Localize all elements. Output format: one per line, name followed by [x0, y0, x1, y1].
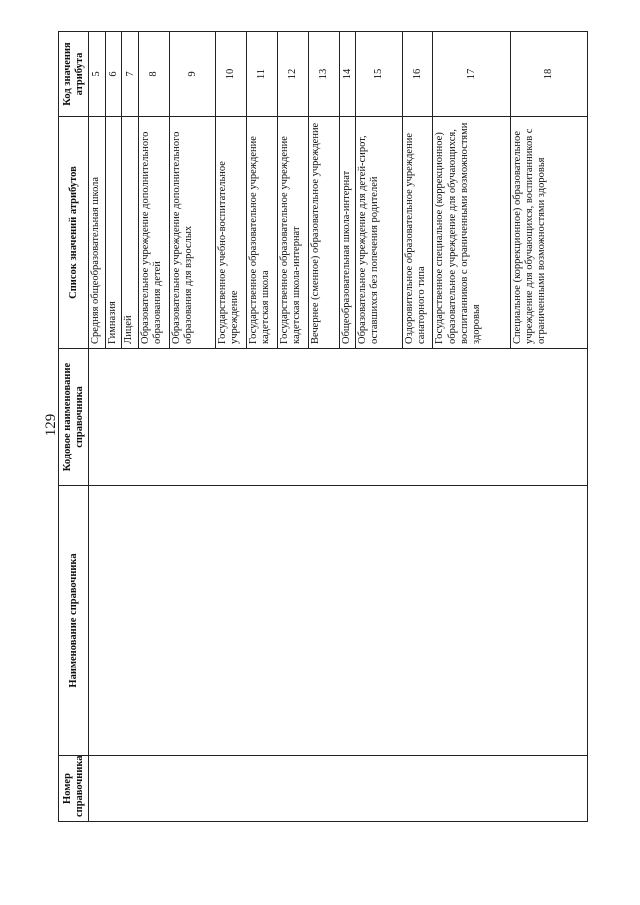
attribute-code-cell: 17: [433, 32, 510, 117]
attribute-code-cell: 18: [510, 32, 587, 117]
attribute-code-cell: 11: [246, 32, 277, 117]
attribute-value-cell: Образовательное учреждение для детей-сирот, оставшихся без попечения родителей: [356, 117, 402, 349]
attribute-value-cell: Общеобразовательная школа-интернат: [339, 117, 356, 349]
attribute-value-cell: Государственное учебно-воспитательное учреждение: [216, 117, 247, 349]
header-number: Номер справочника: [59, 756, 89, 822]
attribute-value-cell: Специальное (коррекционное) образовательное учреждение для обучающихся, воспитанников с ограниченными возможностями здоровья: [510, 117, 587, 349]
attribute-code-cell: 10: [216, 32, 247, 117]
attribute-code-cell: 16: [402, 32, 433, 117]
attribute-code-cell: 14: [339, 32, 356, 117]
attribute-value-cell: Средняя общеобразовательная школа: [89, 117, 106, 349]
attribute-value-cell: Оздоровительное образовательное учреждение санаторного типа: [402, 117, 433, 349]
attribute-value-cell: Вечернее (сменное) образовательное учреждение: [308, 117, 339, 349]
name-cell: [89, 486, 588, 756]
attribute-value-cell: Образовательное учреждение дополнительного образования для взрослых: [169, 117, 215, 349]
attribute-value-cell: Лицей: [122, 117, 139, 349]
reference-table: [58, 31, 588, 822]
attribute-code-cell: 5: [89, 32, 106, 117]
table-row: [89, 32, 106, 822]
attribute-code-cell: 7: [122, 32, 139, 117]
attribute-value-cell: Образовательное учреждение дополнительного образования детей: [138, 117, 169, 349]
table-header-row: [59, 32, 89, 822]
attribute-value-cell: Государственное образовательное учреждение кадетская школа: [246, 117, 277, 349]
attribute-code-cell: 6: [105, 32, 122, 117]
attribute-code-cell: 13: [308, 32, 339, 117]
number-cell: [89, 756, 588, 822]
attribute-value-cell: Гимназия: [105, 117, 122, 349]
document-table-container: [58, 32, 588, 822]
attribute-code-cell: 15: [356, 32, 402, 117]
attribute-code-cell: 9: [169, 32, 215, 117]
header-values-list: Список значений атрибутов: [59, 117, 89, 349]
attribute-code-cell: 8: [138, 32, 169, 117]
code-name-cell: [89, 349, 588, 486]
header-code-name: Кодовое наименование справочника: [59, 349, 89, 486]
header-name: Наименование справочника: [59, 486, 89, 756]
attribute-code-cell: 12: [277, 32, 308, 117]
header-value-code: Код значения атрибута: [59, 32, 89, 117]
page-number: 129: [43, 413, 59, 437]
attribute-value-cell: Государственное образовательное учреждение кадетская школа-интернат: [277, 117, 308, 349]
attribute-value-cell: Государственное специальное (коррекционное) образовательное учреждение для обучающихся, воспитанников с ограниченными возможностями здоровья: [433, 117, 510, 349]
